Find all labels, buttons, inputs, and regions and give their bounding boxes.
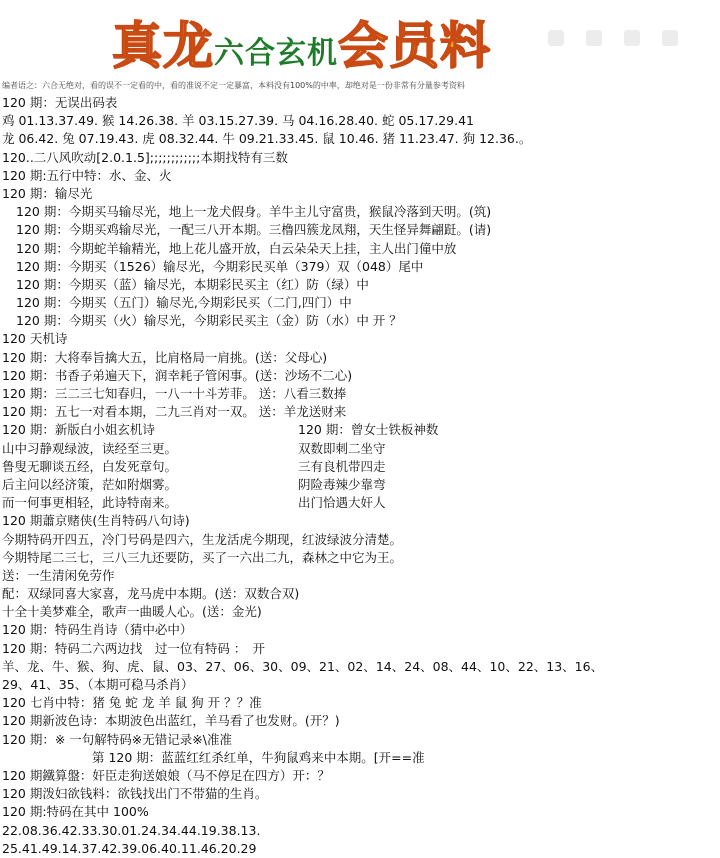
left-column-text: 而一何事更相轻，此诗特南来。 [2, 495, 178, 511]
text-line: 送：一生清闲免劳作 [2, 567, 115, 583]
text-line: 120 期：无误出码表 [2, 95, 118, 110]
banner-title-part2: 六合玄机 [214, 36, 338, 71]
text-line: 120 期:特码在其中 100% [2, 804, 149, 820]
text-line: 120 期：特码二六两边找 过一位有特码 ： 开 [2, 640, 266, 656]
text-line: 120 期：今期买（五门）输尽光,今期彩民买（二门,四门）中 [16, 295, 352, 311]
right-column-text: 阴险毒辣少靠弯 [298, 476, 386, 492]
text-line: 今期特码开四五，冷门号码是四六，生龙活虎今期现，红波绿波分清楚。 [2, 531, 403, 547]
text-line: 十全十美梦难全，歌声一曲暖人心。(送：金光) [2, 604, 262, 620]
left-column-text: 鲁叟无聊谈五经，白发死章句。 [2, 458, 178, 474]
text-line: 120 期：大将奉旨擒大五，比肩格局一肩挑。(送：父母心) [2, 349, 328, 365]
text-line: 25.41.49.14.37.42.39.06.40.11.46.20.29 [2, 840, 257, 856]
banner-title-part3: 会员料 [338, 16, 491, 75]
text-line: 120 期：※ 一句解特码※无错记录※\准准 [2, 731, 232, 747]
decorative-square-icon [586, 30, 602, 46]
text-line: 120 期:五行中特：水、金、火 [2, 167, 172, 183]
two-column-row [2, 421, 718, 439]
text-line: 鸡 01.13.37.49. 猴 14.26.38. 羊 03.15.27.39. 马 04.16.28.40. 蛇 05.17.29.41 [2, 113, 474, 129]
text-line: 120 期：特码生肖诗（猜中必中） [2, 622, 193, 638]
text-line: 120 七肖中特：猪 兔 蛇 龙 羊 鼠 狗 开 ？？准 [2, 695, 262, 711]
text-line: 120 期鐵算盤：奸臣走狗送娘娘（马不停足在四方）开：？ [2, 767, 330, 783]
text-line: 龙 06.42. 兔 07.19.43. 虎 08.32.44. 牛 09.21.33.45. 鼠 10.46. 猪 11.23.47. 狗 12.36.。 [2, 131, 532, 147]
text-line: 120 期：五七一对看本期，二九三肖对一双。 送：羊龙送财来 [2, 404, 347, 420]
text-line: 第 120 期：蓝蓝红红杀红单，牛狗鼠鸡来中本期。[开==准 [92, 749, 425, 765]
decorative-square-icon [624, 30, 640, 46]
two-column-row [2, 494, 718, 512]
right-column-text: 三有良机带四走 [298, 458, 386, 474]
right-column-text: 出门恰遇大奸人 [298, 495, 386, 511]
text-line: 120 天机诗 [2, 331, 68, 347]
text-line: 120 期：今期蛇羊输精光，地上花儿盛开放，白云朵朵天上挂，主人出门僮中放 [16, 240, 457, 256]
text-line: 配：双绿同喜大家喜，龙马虎中本期。(送：双数合双) [2, 586, 300, 602]
two-column-row [2, 440, 718, 458]
text-line: 120 期泼妇欲钱料：欲钱找出门不带猫的生肖。 [2, 786, 268, 802]
text-line: 120 期新波色诗：本期波色出蓝红，羊马看了也发财。(开？) [2, 713, 340, 729]
text-line: 羊、龙、牛、猴、狗、虎、鼠、03、27、06、30、09、21、02、14、24、08、44、10、22、13、16、 [2, 658, 604, 674]
text-line: 29、41、35、（本期可稳马杀肖） [2, 677, 194, 692]
banner-title-part1: 真龙 [112, 16, 214, 75]
text-line: 22.08.36.42.33.30.01.24.34.44.19.38.13. [2, 822, 261, 838]
text-line: 120 期：输尽光 [2, 185, 93, 201]
content-body [2, 94, 718, 858]
banner-title [112, 6, 491, 78]
text-line: 120 期：今期买（蓝）输尽光，本期彩民买主（红）防（绿）中 [16, 276, 369, 292]
text-line: 今期特尾二三七，三八三九还要防，买了一六出二九，森林之中它为王。 [2, 549, 403, 565]
left-column-text: 山中习静观绿波，读经至三更。 [2, 440, 178, 456]
disclaimer-text: 编者语之：六合无绝对，看的误不一定看的中，看的准说不定一定暴富，本料没有100%的中率，却绝对是一份非常有分量参考资料 [2, 81, 465, 90]
right-column-text: 双数即刺二坐守 [298, 440, 386, 456]
two-column-row [2, 476, 718, 494]
text-line: 120 期：今期买鸡输尽光，一配三八开本期。三橹四簇龙凤翔，天生怪异舞翩跹。(请) [16, 222, 492, 238]
two-column-row [2, 458, 718, 476]
text-line: 120 期蕭京赌侠(生肖特码八句诗) [2, 513, 190, 529]
text-line: 120 期：今期买马输尽光，地上一龙犬假身。羊牛主儿守富贵，猴鼠冷落到天明。(筑) [16, 204, 492, 220]
left-column-text: 120 期：新版白小姐玄机诗 [2, 422, 155, 438]
left-column-text: 后主问以经济策，茫如附烟雾。 [2, 476, 178, 492]
text-line: 120 期：今期买（火）输尽光，今期彩民买主（金）防（水）中 开 ？ [16, 313, 402, 329]
text-line: 120 期：今期买（1526）输尽光，今期彩民买单（379）双（048）尾中 [16, 258, 424, 274]
text-line: 120 期：三二三七知春归，一八一十斗芳菲。 送：八看三数捧 [2, 386, 347, 401]
right-column-text: 120 期：曾女士铁板神数 [298, 422, 439, 438]
decorative-square-icon [662, 30, 678, 46]
text-line: 120..二八风吹动[2.0.1.5];;;;;;;;;;;;本期找特有三数 [2, 149, 288, 165]
header-banner [0, 0, 720, 76]
text-line: 120 期：书香子弟遍天下，润幸耗子管闲事。(送：沙场不二心) [2, 367, 353, 383]
decorative-square-icon [548, 30, 564, 46]
